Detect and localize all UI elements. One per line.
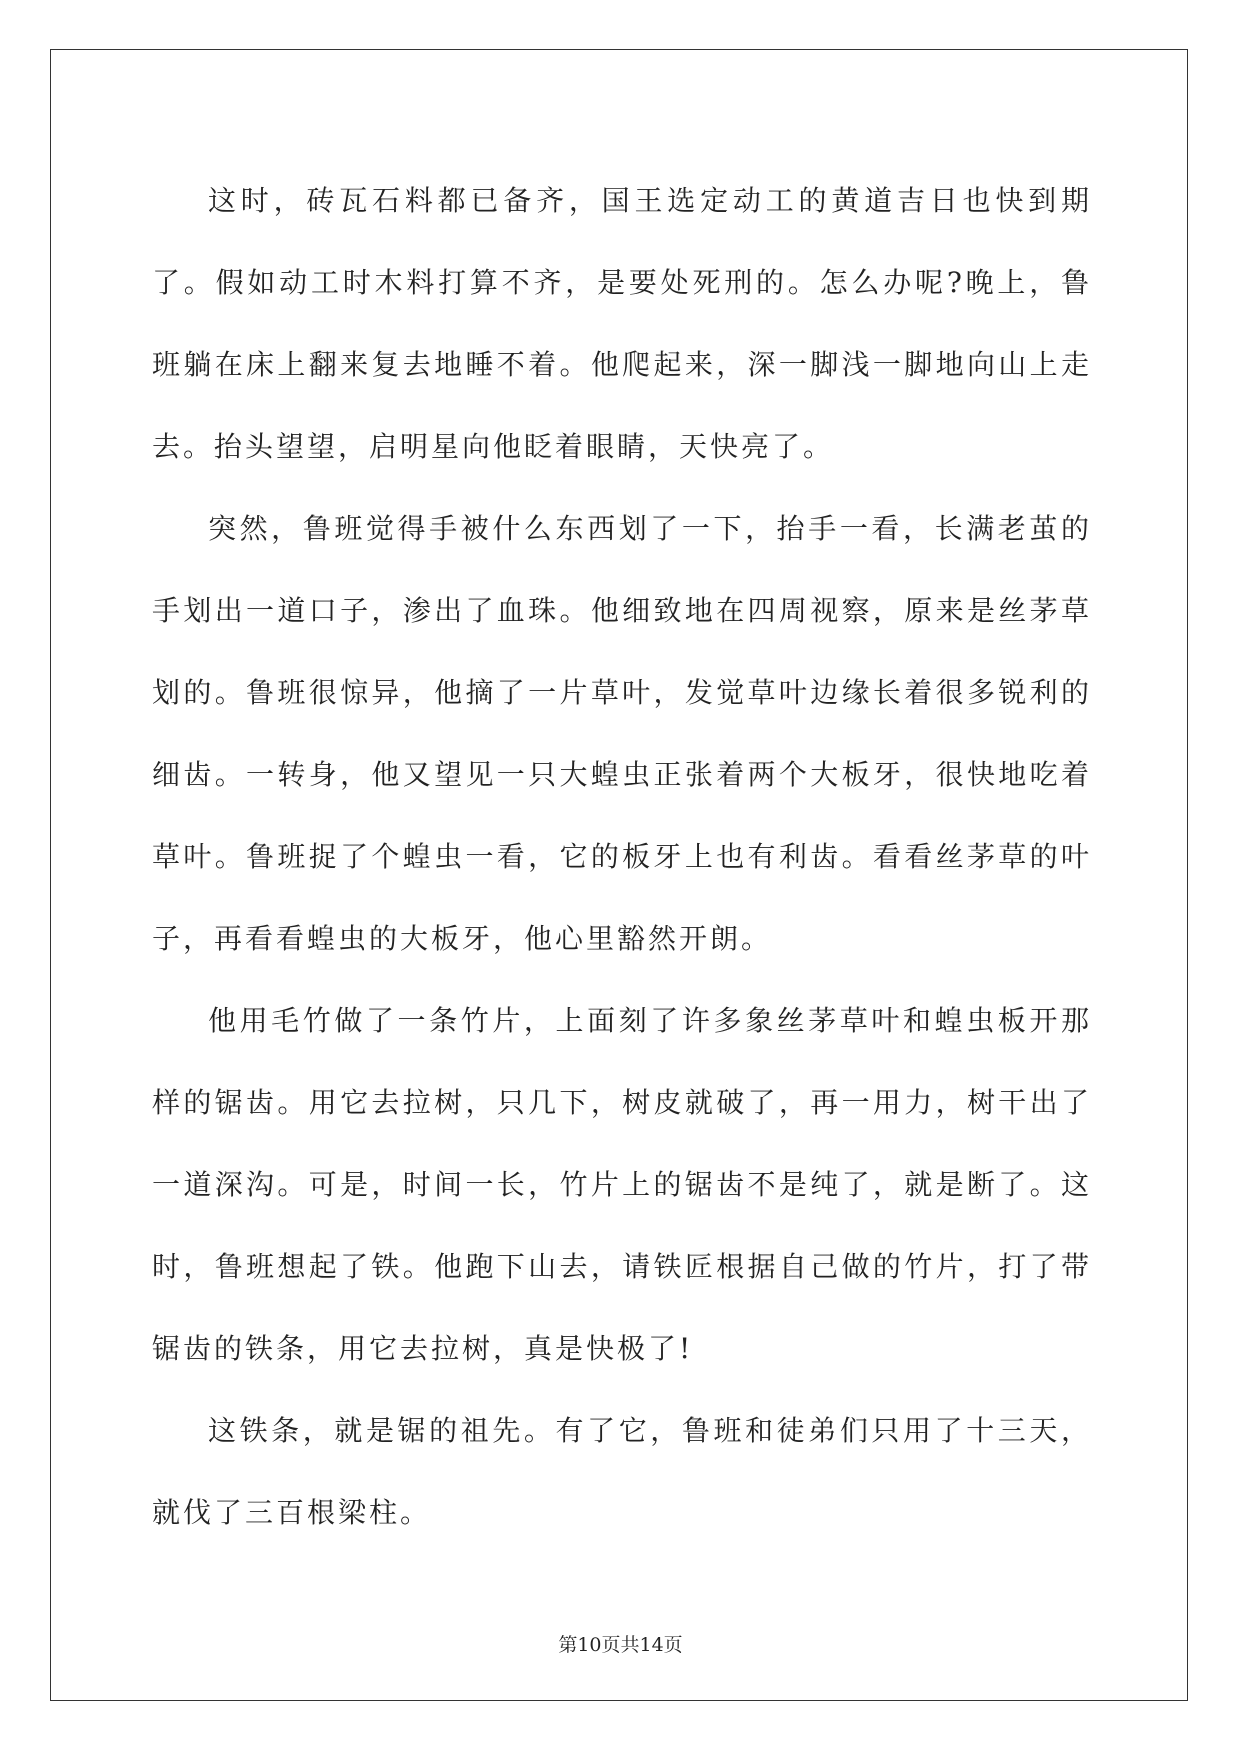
paragraph-2: 突然，鲁班觉得手被什么东西划了一下，抬手一看，长满老茧的手划出一道口子，渗出了血珠。他细致地在四周视察，原来是丝茅草划的。鲁班很惊异，他摘了一片草叶，发觉草叶边缘长着很多锐利的细齿。一转身，他又望见一只大蝗虫正张着两个大板牙，很快地吃着草叶。鲁班捉了个蝗虫一看，它的板牙上也有利齿。看看丝茅草的叶子，再看看蝗虫的大板牙，他心里豁然开朗。	[152, 512, 1092, 955]
page-footer	[0, 1630, 1241, 1657]
paragraph-1: 这时，砖瓦石料都已备齐，国王选定动工的黄道吉日也快到期了。假如动工时木料打算不齐，是要处死刑的。怎么办呢?晚上，鲁班躺在床上翻来复去地睡不着。他爬起来，深一脚浅一脚地向山上走去。抬头望望，启明星向他眨着眼睛，天快亮了。	[152, 184, 1092, 463]
page-number-total: 共14页	[620, 1634, 683, 1656]
page-number-current: 第10页	[558, 1634, 621, 1656]
paragraph-4: 这铁条，就是锯的祖先。有了它，鲁班和徒弟们只用了十三天，就伐了三百根梁柱。	[152, 1414, 1092, 1529]
paragraph-3: 他用毛竹做了一条竹片，上面刻了许多象丝茅草叶和蝗虫板开那样的锯齿。用它去拉树，只几下，树皮就破了，再一用力，树干出了一道深沟。可是，时间一长，竹片上的锯齿不是纯了，就是断了。这时，鲁班想起了铁。他跑下山去，请铁匠根据自己做的竹片，打了带锯齿的铁条，用它去拉树，真是快极了!	[152, 1004, 1092, 1365]
document-body	[152, 160, 1092, 1554]
